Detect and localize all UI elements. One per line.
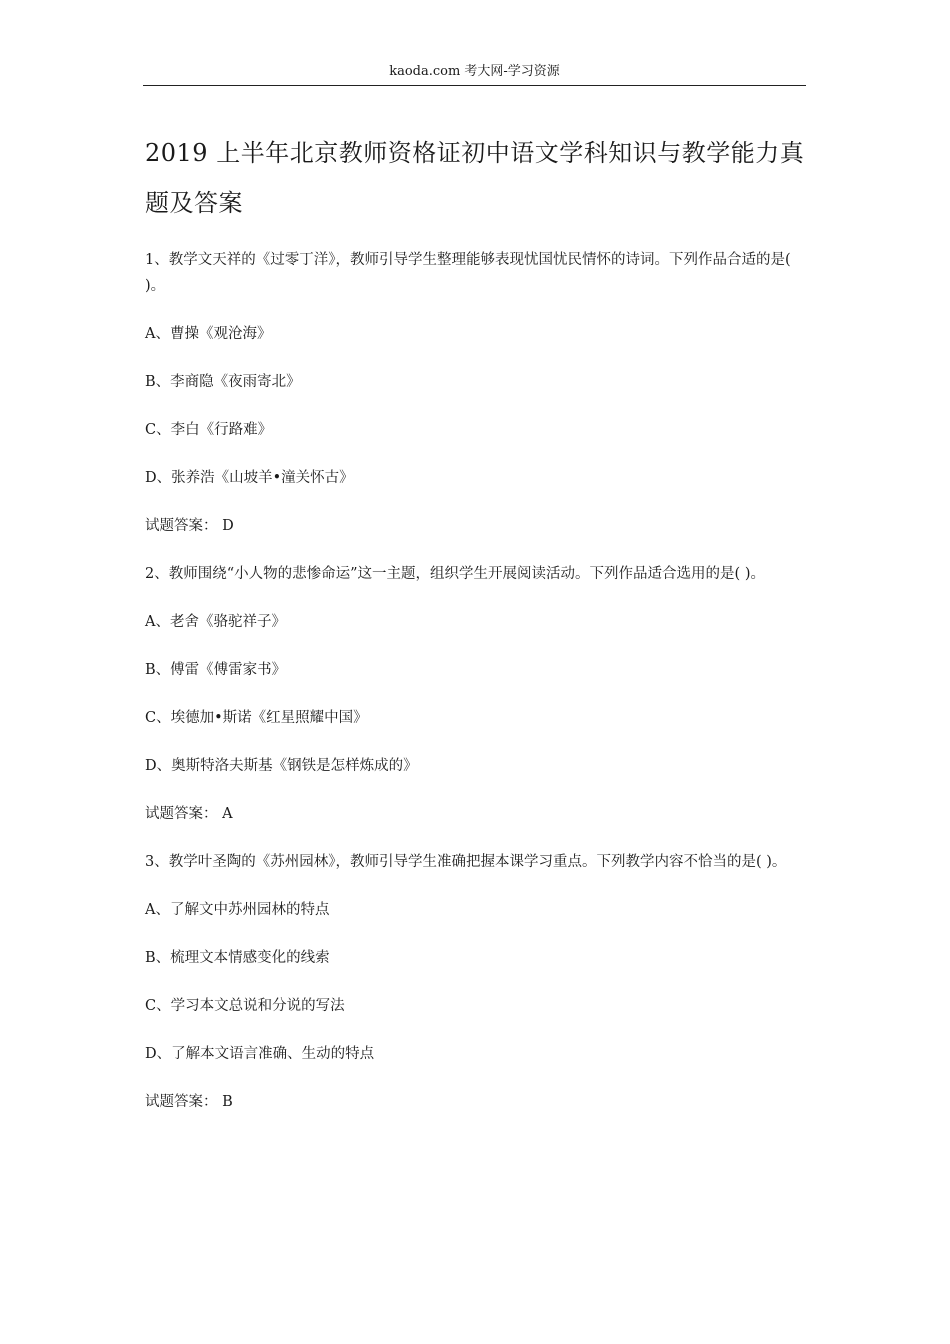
question-list [145,247,810,1115]
option-c: C、埃德加•斯诺《红星照耀中国》 [145,710,368,726]
option-b: B、梳理文本情感变化的线索 [145,950,330,966]
question-stem: 3、教学叶圣陶的《苏州园林》，教师引导学生准确把握本课学习重点。下列教学内容不恰当的是( )。 [145,854,787,870]
document-title: 2019 上半年北京教师资格证初中语文学科知识与教学能力真题及答案 [145,139,805,217]
option-b: B、傅雷《傅雷家书》 [145,662,287,678]
option-b: B、李商隐《夜雨寄北》 [145,374,301,390]
option-c: C、学习本文总说和分说的写法 [145,998,345,1014]
option-d: D、张养浩《山坡羊•潼关怀古》 [145,470,354,486]
answer-line: 试题答案： A [145,806,233,822]
option-c: C、李白《行路难》 [145,422,273,438]
page-header: kaoda.com 考大网-学习资源 [389,64,560,79]
answer-line: 试题答案： B [145,1094,233,1110]
question-stem: 1、教学文天祥的《过零丁洋》，教师引导学生整理能够表现忧国忧民情怀的诗词。下列作品合适的是( )。 [145,252,791,294]
option-d: D、奥斯特洛夫斯基《钢铁是怎样炼成的》 [145,758,418,774]
option-a: A、了解文中苏州园林的特点 [145,902,330,918]
option-a: A、曹操《观沧海》 [145,326,272,342]
header-rule [143,85,806,86]
answer-line: 试题答案： D [145,518,234,534]
question-stem: 2、教师围绕“小人物的悲惨命运”这一主题，组织学生开展阅读活动。下列作品适合选用的是( )。 [145,566,765,582]
option-a: A、老舍《骆驼祥子》 [145,614,286,630]
option-d: D、了解本文语言准确、生动的特点 [145,1046,375,1062]
